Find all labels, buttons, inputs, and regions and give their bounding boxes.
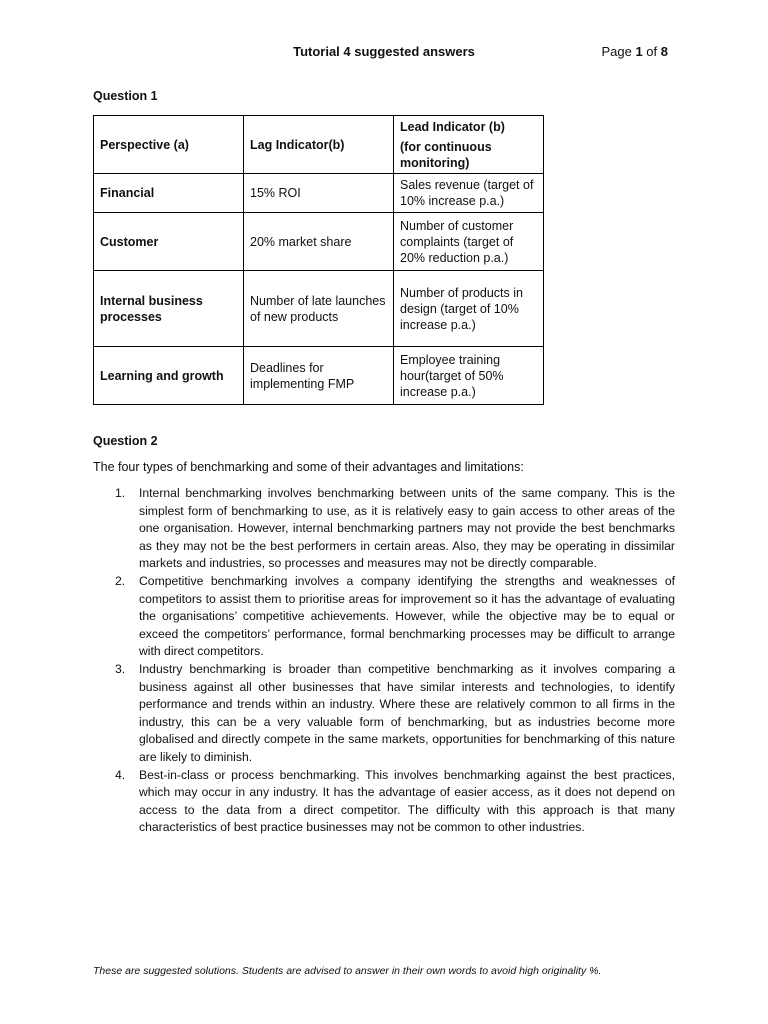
table-row <box>94 213 544 271</box>
footer-note: These are suggested solutions. Students are advised to answer in their own words to avoid high originality %. <box>93 965 602 977</box>
header-lead-line1: Lead Indicator (b) <box>400 119 505 134</box>
cell-lead: Sales revenue (target of 10% increase p.a.) <box>394 174 544 213</box>
cell-lag: Deadlines for implementing FMP <box>244 347 394 405</box>
cell-lag: 20% market share <box>244 213 394 271</box>
page-total: 8 <box>660 44 668 59</box>
list-item <box>93 767 675 837</box>
page-prefix: Page <box>601 44 636 59</box>
list-item-number: 2. <box>115 573 126 588</box>
list-item <box>93 661 675 767</box>
table-row <box>94 174 544 213</box>
list-item <box>93 573 675 661</box>
list-item-text: Industry benchmarking is broader than competitive benchmarking as it involves comparing a business against all other businesses that have similar interests and technologies, to identify performance and trends within an industry. Where these are relatively common to all firms in the industry, this can be a very valuable form of benchmarking, but as industries become more globalised and directly compete in the same markets, opportunities for benchmarking of this nature are likely to diminish. <box>139 661 675 764</box>
header-lead-line2: (for continuous monitoring) <box>400 139 492 170</box>
question-1-heading: Question 1 <box>93 89 158 103</box>
list-item-text: Competitive benchmarking involves a company identifying the strengths and weaknesses of competitors to assist them to prioritise areas for improvement so it has the advantage of evaluating the organisations’ competitive achievements. However, while the objective may be to equal or exceed the competitors’ performance, formal benchmarking processes may be difficult to arrange with direct competitors. <box>139 573 675 659</box>
list-item-number: 1. <box>115 486 126 500</box>
cell-lead: Number of products in design (target of 10% increase p.a.) <box>394 271 544 347</box>
list-item-text: Best-in-class or process benchmarking. This involves benchmarking against the best practices, which may occur in any industry. It has the advantage of easier access, as it does not depend on access to the data from a direct competitor. The difficulty with this approach is that many characteristics of best practice businesses may not be common to other industries. <box>139 767 675 835</box>
question-2-intro: The four types of benchmarking and some of their advantages and limitations: <box>93 460 524 474</box>
page-of: of <box>642 44 661 59</box>
header-lead <box>394 116 544 174</box>
header-lag: Lag Indicator(b) <box>244 116 394 174</box>
table-row <box>94 271 544 347</box>
cell-perspective: Customer <box>94 213 244 271</box>
document-title: Tutorial 4 suggested answers <box>293 44 475 59</box>
list-item-text: Internal benchmarking involves benchmarking between units of the same company. This is the simplest form of benchmarking to use, as it is relatively easy to gain access to other areas of the one organisation. However, internal benchmarking partners may not provide the best benchmarks as they may not be the best performers in certain areas. Also, they may be operating in dissimilar markets and industries, so processes and measures may not be directly comparable. <box>139 486 675 571</box>
cell-lead: Employee training hour(target of 50% increase p.a.) <box>394 347 544 405</box>
cell-lead: Number of customer complaints (target of 20% reduction p.a.) <box>394 213 544 271</box>
cell-perspective: Internal business processes <box>94 271 244 347</box>
question-2-heading: Question 2 <box>93 434 158 448</box>
list-item-number: 4. <box>115 767 126 782</box>
table-header-row <box>94 116 544 174</box>
cell-perspective: Financial <box>94 174 244 213</box>
table-row <box>94 347 544 405</box>
list-item-number: 3. <box>115 661 126 676</box>
cell-lag: 15% ROI <box>244 174 394 213</box>
indicator-table <box>93 115 544 405</box>
list-item <box>93 485 675 573</box>
page-current: 1 <box>635 44 643 59</box>
cell-lag: Number of late launches of new products <box>244 271 394 347</box>
header-perspective: Perspective (a) <box>94 116 244 174</box>
cell-perspective: Learning and growth <box>94 347 244 405</box>
page-number <box>560 44 668 59</box>
benchmarking-list <box>93 485 675 837</box>
